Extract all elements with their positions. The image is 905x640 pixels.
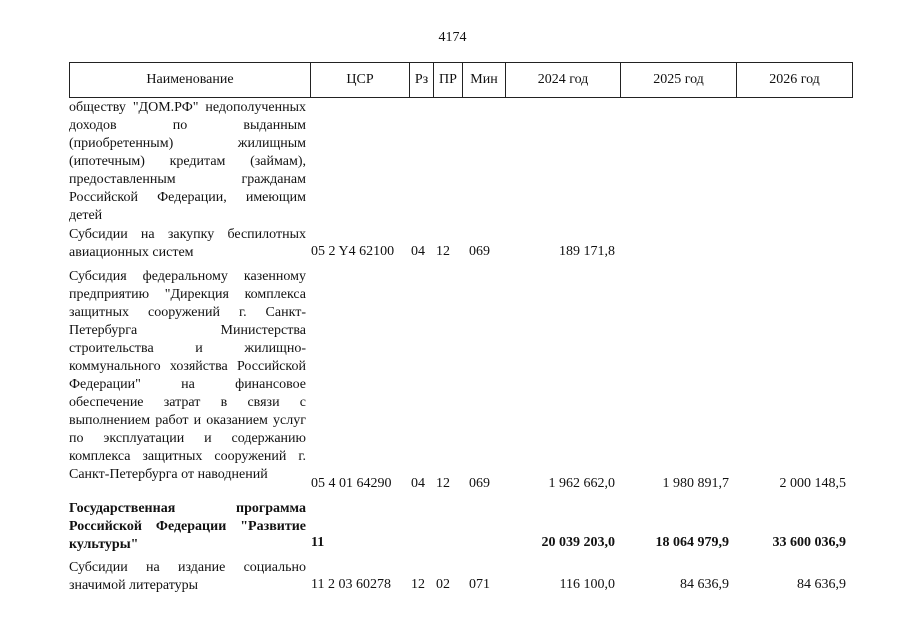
table-cell-pr: 02 xyxy=(436,577,450,592)
table-cell-2025: 84 636,9 xyxy=(680,577,729,592)
table-cell-2026: 2 000 148,5 xyxy=(779,476,846,491)
header-csr: ЦСР xyxy=(310,63,409,97)
table-cell-2024: 20 039 203,0 xyxy=(541,535,615,550)
table-cell-csr: 11 2 03 60278 xyxy=(311,577,391,592)
table-cell-min: 071 xyxy=(469,577,490,592)
table-cell-2026: 33 600 036,9 xyxy=(772,535,846,550)
table-cell-pr: 12 xyxy=(436,476,450,491)
header-2025: 2025 год xyxy=(620,63,736,97)
table-cell-rz: 12 xyxy=(411,577,425,592)
header-rz: Рз xyxy=(409,63,433,97)
table-cell-min: 069 xyxy=(469,244,490,259)
table-cell-rz: 04 xyxy=(411,476,425,491)
table-row-name: Субсидии на закупку беспилотных авиационных систем xyxy=(69,227,306,260)
table-cell-min: 069 xyxy=(469,476,490,491)
table-row-name: Государственная программа Российской Федерации "Развитие культуры" xyxy=(69,501,306,552)
table-cell-csr: 05 2 Y4 62100 xyxy=(311,244,395,259)
table-cell-csr: 05 4 01 64290 xyxy=(311,476,392,491)
table-cell-pr: 12 xyxy=(436,244,450,259)
header-min: Мин xyxy=(462,63,505,97)
table-cell-2024: 189 171,8 xyxy=(559,244,615,259)
table-cell-csr: 11 xyxy=(311,535,325,550)
header-name: Наименование xyxy=(146,72,234,87)
table-row-name: обществу "ДОМ.РФ" недополученных доходов по выданным (приобретенным) жилищным (ипотечным) кредитам (займам), предоставленным гражданам Российской Федерации, имеющим детей xyxy=(69,100,306,223)
table-row-name: Субсидия федеральному казенному предприятию "Дирекция комплекса защитных сооружений г. Санкт-Петербурга Министерства строительства и жилищно-коммунального хозяйства Российской Федерации" на финансовое обеспечение затрат в связи с выполнением работ и оказанием услуг по эксплуатации и содержанию комплекса защитных сооружений г. Санкт-Петербурга от наводнений xyxy=(69,269,306,482)
table-cell-2025: 18 064 979,9 xyxy=(655,535,729,550)
header-2026: 2026 год xyxy=(736,63,852,97)
table-cell-rz: 04 xyxy=(411,244,425,259)
table-cell-2026: 84 636,9 xyxy=(797,577,846,592)
header-2024: 2024 год xyxy=(505,63,620,97)
table-row-name: Субсидии на издание социально значимой литературы xyxy=(69,560,306,593)
table-cell-2025: 1 980 891,7 xyxy=(662,476,729,491)
table-header xyxy=(69,62,853,98)
table-cell-2024: 116 100,0 xyxy=(559,577,615,592)
page-number: 4174 xyxy=(438,30,467,45)
table-cell-2024: 1 962 662,0 xyxy=(548,476,615,491)
header-pr: ПР xyxy=(433,63,462,97)
